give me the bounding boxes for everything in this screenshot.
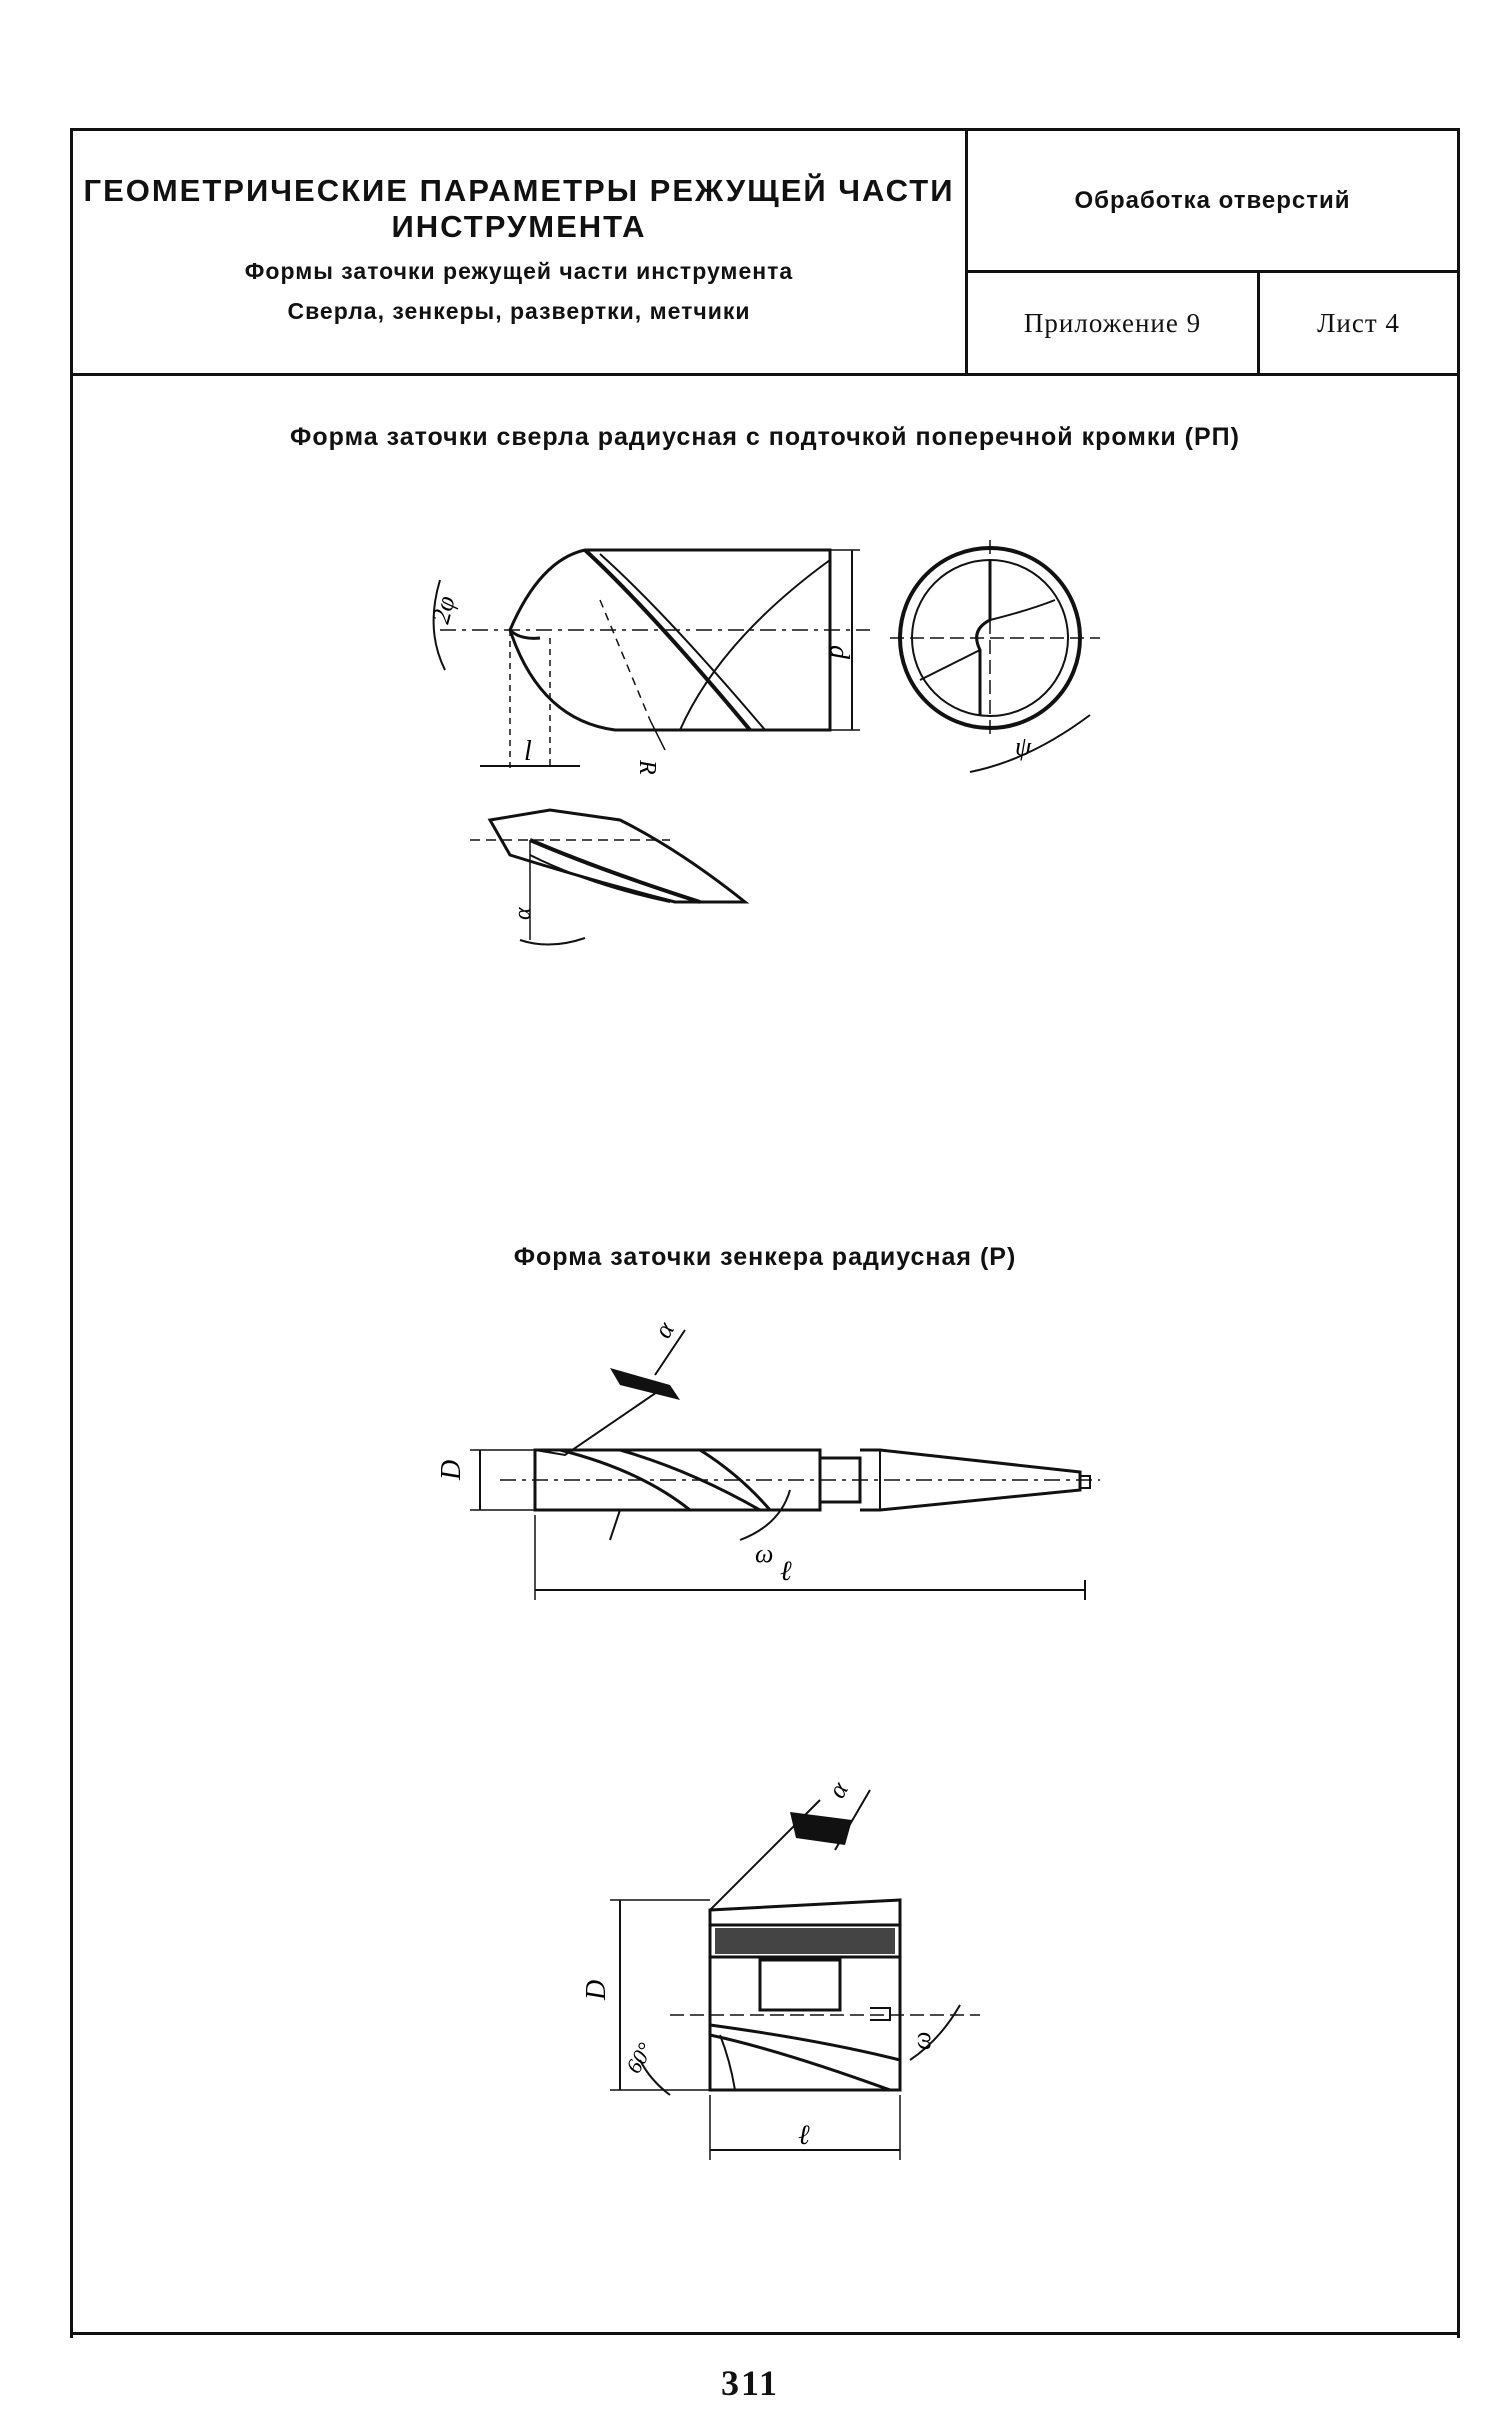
shell-countersink-view [580, 1760, 1020, 2180]
title-block-right [968, 131, 1457, 373]
radius-label: R [634, 760, 660, 775]
title-block-refs [968, 273, 1457, 373]
countersink-alpha-label: α [648, 1316, 681, 1343]
sheet-label: Лист 4 [1317, 307, 1400, 338]
page-title: ГЕОМЕТРИЧЕСКИЕ ПАРАМЕТРЫ РЕЖУЩЕЙ ЧАСТИ ИНСТРУМЕНТА [83, 173, 955, 244]
bottom-rule [70, 2332, 1460, 2335]
countersink-length-label: ℓ [780, 1556, 792, 1587]
countersink-omega-label: ω [755, 1539, 774, 1568]
length-label: l [524, 736, 532, 767]
page-subtitle: Формы заточки режущей части инструмента [244, 258, 794, 284]
shell-diameter-label: D [581, 1979, 612, 2000]
shell-omega-label: ω [907, 2031, 936, 2050]
section-name: Обработка отверстий [968, 131, 1457, 273]
countersink-diameter-label: D [436, 1459, 467, 1480]
shell-alpha-label: α [822, 1776, 855, 1803]
appendix-label: Приложение 9 [968, 273, 1260, 373]
two-phi-label: 2φ [425, 592, 461, 627]
page-subtitle-tools: Сверла, зенкеры, развертки, метчики [287, 298, 751, 324]
shell-angle-label: 60° [620, 2038, 658, 2078]
title-block-left [73, 131, 968, 373]
alpha-label: α [510, 907, 536, 920]
drill-side-view [420, 520, 880, 790]
drill-undercut-view [470, 800, 770, 970]
countersink-caption: Форма заточки зенкера радиусная (Р) [513, 1243, 1017, 1271]
psi-label: ψ [1015, 732, 1032, 761]
shell-length-label: ℓ [798, 2120, 810, 2151]
drill-end-view [890, 540, 1110, 800]
title-block [73, 131, 1457, 376]
page-number: 311 [720, 2363, 779, 2403]
drill-caption: Форма заточки сверла радиусная с подточкой поперечной кромки (РП) [290, 423, 1240, 451]
diameter-label: d [823, 645, 854, 659]
countersink-view [436, 1300, 1100, 1610]
